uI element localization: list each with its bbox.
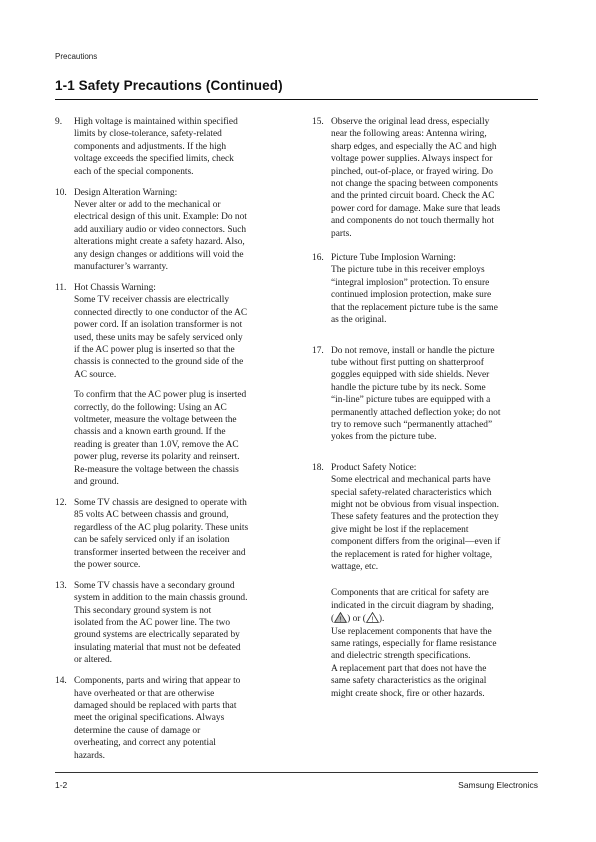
item-number: 16. xyxy=(312,253,324,264)
item-text: Product Safety Notice: Some electrical and mechanical parts have special safety-related characteristics which might not be obvious from visual inspection. These safety features and the protection they give might be lost if the replacement component differs from the original—even if the replacement is rated for higher voltage, wattage, etc. xyxy=(331,462,501,572)
item-text: High voltage is maintained within specified limits by close-tolerance, safety-related components and adjustments. If the high voltage exceeds the specified limits, check each of the special components. xyxy=(74,117,238,177)
item-subparagraph: To confirm that the AC power plug is inserted correctly, do the following: Using an AC voltmeter, measure the voltage between the chassis and a known earth ground. If the reading is greater than 1.0V, remove the AC power plug, reverse its polarity and reinsert. Re-measure the voltage between the chassis and ground. xyxy=(74,390,247,487)
title-rule xyxy=(55,99,538,100)
item-number: 14. xyxy=(55,676,67,687)
list-item-16 xyxy=(312,252,540,326)
item-text: Do not remove, install or handle the picture tube without first putting on shatterproof goggles equipped with side shields. Never handle the picture tube by its neck. Some “in-line” picture tubes are equipped with a permanently attached deflection yoke; do not try to remove such “permanently attached” yokes from the picture tube. xyxy=(331,345,501,443)
item-number: 13. xyxy=(55,580,67,591)
list-item-15 xyxy=(312,116,540,240)
footer-rule xyxy=(55,772,538,773)
page-title: 1-1 Safety Precautions (Continued) xyxy=(55,78,283,93)
item-number: 11. xyxy=(55,282,67,293)
footer-brand: Samsung Electronics xyxy=(458,780,538,790)
item-text: Some TV chassis have a secondary ground system in addition to the main chassis ground. This secondary ground system is not isolated from the AC power line. The two ground systems are electrically separated by insulating material that must not be defeated or altered. xyxy=(74,580,248,666)
left-column xyxy=(55,116,285,771)
list-item-17 xyxy=(312,345,540,444)
item-text: Hot Chassis Warning: Some TV receiver chassis are electrically connected directly to one conductor of the AC power cord. If an isolation transformer is not used, these units may be safely serviced only if the AC power plug is inserted so that the chassis is connected to the ground side of the AC source. xyxy=(74,282,248,380)
svg-text:!: ! xyxy=(371,616,374,624)
item-text: Some TV chassis are designed to operate with 85 volts AC between chassis and ground, regardless of the AC plug polarity. These units can be safely serviced only if an isolation transformer inserted between the receiver and the power source. xyxy=(74,497,249,570)
item-subparagraph-2: Use replacement components that have the same ratings, especially for flame resistance and dielectric strength specifications. A replacement part that does not have the same safety characteristics as the original might create shock, fire or other hazards. xyxy=(331,626,497,699)
list-item-18 xyxy=(312,462,540,700)
right-column xyxy=(312,116,540,709)
shaded-warning-triangle-icon xyxy=(334,612,347,623)
list-item-13 xyxy=(55,580,285,667)
page-number: 1-2 xyxy=(55,780,68,790)
item-text: Components, parts and wiring that appear to have overheated or that are otherwise damaged should be replaced with parts that meet the original specifications. Always determine the cause of damage or overheating, and correct any potential hazards. xyxy=(74,676,241,761)
list-item-14 xyxy=(55,675,285,762)
item-number: 17. xyxy=(312,345,324,356)
running-header: Precautions xyxy=(55,52,98,61)
warning-triangle-icon xyxy=(366,612,379,623)
item-text: Observe the original lead dress, especially near the following areas: Antenna wiring, sharp edges, and especially the AC and high voltage power supplies. Always inspect for pinched, out-of-place, or frayed wiring. Do not change the spacing between components and the printed circuit board. Check the AC power cord for damage. Make sure that leads and components do not touch thermally hot parts. xyxy=(331,117,501,239)
item-number: 18. xyxy=(312,462,324,473)
item-number: 9. xyxy=(55,117,63,127)
item-text: Picture Tube Implosion Warning: The picture tube in this receiver employs “integral implosion” protection. To ensure continued implosion protection, make sure that the replacement picture tube is the same as the original. xyxy=(331,253,498,326)
item-number: 12. xyxy=(55,497,67,508)
list-item-10 xyxy=(55,187,285,274)
item-text: Design Alteration Warning: Never alter or add to the mechanical or electrical design of this unit. Example: Do not add auxiliary audio or video connectors. Such alterations might create a safety hazard. Also, any design changes or additions will void the manufacturer’s warranty. xyxy=(74,187,247,272)
item-number: 15. xyxy=(312,117,324,127)
list-item-12 xyxy=(55,497,285,571)
safety-symbol-line: ( ! ) or ( ! ). xyxy=(331,614,385,625)
list-item-9 xyxy=(55,116,285,178)
item-subparagraph: Components that are critical for safety are indicated in the circuit diagram by shading, xyxy=(331,588,494,611)
item-number: 10. xyxy=(55,187,67,198)
svg-text:!: ! xyxy=(339,616,342,624)
list-item-11 xyxy=(55,282,285,489)
